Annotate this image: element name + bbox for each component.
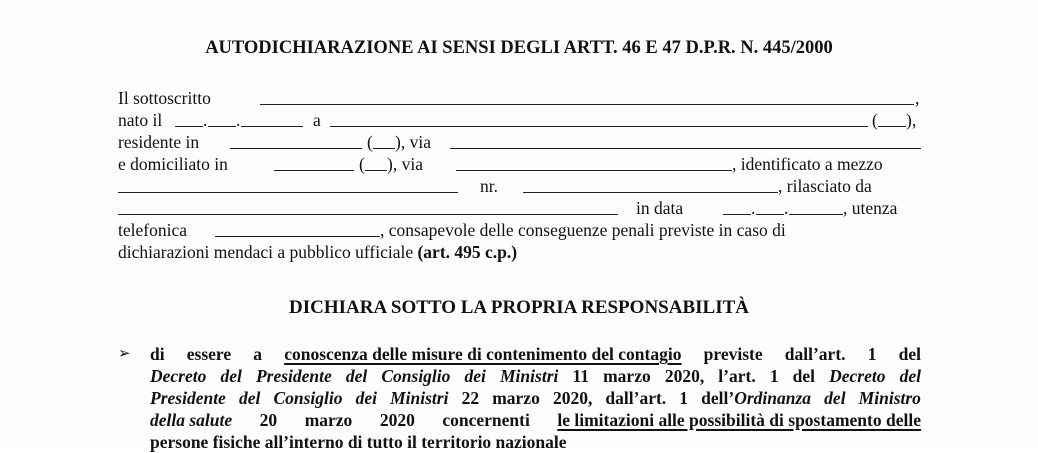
bullet-word: del xyxy=(792,366,816,386)
bullet-word: del xyxy=(238,388,261,408)
bullet-word: Decreto xyxy=(150,366,207,386)
bullet-line xyxy=(150,387,921,409)
sottoscritto-name-field[interactable] xyxy=(260,88,914,105)
bullet-word: dei xyxy=(464,366,486,386)
domicile-province-field[interactable] xyxy=(365,154,387,171)
birth-month-field[interactable] xyxy=(208,110,236,127)
nr-label: nr. xyxy=(480,176,498,196)
residente-label: residente in xyxy=(118,132,200,152)
bullet-word: 1 xyxy=(867,344,877,364)
domicile-city-field[interactable] xyxy=(274,154,354,171)
bullet-word: 2020, xyxy=(552,388,593,408)
bullet-word: del xyxy=(898,344,921,364)
bullet-word: di xyxy=(150,344,165,364)
bullet-word: 2020 xyxy=(379,410,415,430)
bullet-line xyxy=(150,431,921,453)
domicile-street-field[interactable] xyxy=(456,154,732,171)
document-title: AUTODICHIARAZIONE AI SENSI DEGLI ARTT. 46 E 47 D.P.R. N. 445/2000 xyxy=(205,38,833,58)
bullet-word: dell’Ordinanza xyxy=(701,388,812,408)
birth-year-field[interactable] xyxy=(241,110,303,127)
dichiarazioni-text: dichiarazioni mendaci a pubblico ufficiale xyxy=(118,242,418,262)
bullet-line xyxy=(150,409,921,431)
bullet-word: della salute xyxy=(150,410,233,430)
bullet-word: 2020, xyxy=(664,366,705,386)
residence-street-field[interactable] xyxy=(450,132,921,149)
form-line-dichiarazioni xyxy=(118,242,921,263)
domiciliato-label: e domiciliato in xyxy=(118,154,228,174)
bullet-word: 1 xyxy=(679,388,689,408)
bullet-word: Consiglio xyxy=(273,388,343,408)
sottoscritto-label: Il sottoscritto xyxy=(118,88,211,108)
a-label: a xyxy=(313,110,321,130)
bullet-word: marzo xyxy=(304,410,353,430)
bullet-word: Ministri xyxy=(500,366,559,386)
form-line-telefono xyxy=(118,220,921,241)
bullet-word: concernenti xyxy=(442,410,530,430)
bullet-word: Ministro xyxy=(858,388,921,408)
phone-field[interactable] xyxy=(215,220,380,237)
form-line-documento xyxy=(118,176,921,197)
bullet-word: dei xyxy=(355,388,377,408)
bullet-line xyxy=(150,365,921,387)
bullet-word: Presidente xyxy=(150,388,226,408)
bullet-line xyxy=(150,343,921,365)
form-line-nascita: nato il . . a ( ), xyxy=(118,110,917,130)
bullet-word: dall’art. xyxy=(784,344,846,364)
bullet-word: Decreto xyxy=(829,366,886,386)
bullet-word: persone fisiche all’interno di tutto il territorio nazionale xyxy=(150,432,567,452)
issue-year-field[interactable] xyxy=(789,198,843,215)
bullet-word: 22 xyxy=(461,388,480,408)
bullet-word: del xyxy=(899,366,921,386)
bullet-word: essere xyxy=(186,344,232,364)
bullet-word: Presidente xyxy=(255,366,332,386)
bullet-word: 11 xyxy=(572,366,590,386)
utenza-label: , utenza xyxy=(843,198,898,218)
bullet-word: 20 xyxy=(259,410,278,430)
document-type-field[interactable] xyxy=(118,176,458,193)
bullet-word: del xyxy=(220,366,242,386)
form-line-domicilio: e domiciliato in ( ), via , identificato a mezzo xyxy=(118,154,883,174)
bullet-word: previste xyxy=(703,344,763,364)
bullet-word: marzo xyxy=(492,388,540,408)
bullet-word: Ministri xyxy=(390,388,449,408)
identificato-label: , identificato a mezzo xyxy=(732,154,883,174)
consapevole-text: , consapevole delle conseguenze penali previste in caso di xyxy=(380,220,786,240)
residence-province-field[interactable] xyxy=(373,132,395,149)
residence-city-field[interactable] xyxy=(230,132,362,149)
bullet-word: marzo xyxy=(603,366,651,386)
bullet-word: l’art. xyxy=(718,366,756,386)
declaration-title: DICHIARA SOTTO LA PROPRIA RESPONSABILITÀ xyxy=(289,297,749,318)
bullet-word: dall’art. xyxy=(605,388,667,408)
bullet-word: 1 xyxy=(769,366,779,386)
in-data-label: in data xyxy=(636,198,684,218)
birth-day-field[interactable] xyxy=(175,110,203,127)
nato-il-label: nato il xyxy=(118,110,163,130)
form-line-residenza: residente in ( ), via xyxy=(118,132,921,153)
bullet-word: Consiglio xyxy=(381,366,451,386)
form-line-rilascio: in data . . , utenza xyxy=(118,198,921,219)
arrow-bullet-icon: ➢ xyxy=(118,346,131,362)
art-495-ref: (art. 495 c.p.) xyxy=(417,242,518,262)
document-number-field[interactable] xyxy=(523,176,778,193)
rilasciato-label: , rilasciato da xyxy=(778,176,872,196)
bullet-word: le limitazioni alle possibilità di spostamento delle xyxy=(557,410,921,430)
issue-day-field[interactable] xyxy=(723,198,751,215)
issued-by-field[interactable] xyxy=(118,198,618,215)
form-line-sottoscritto: Il sottoscritto , xyxy=(118,88,920,108)
birth-province-field[interactable] xyxy=(878,110,906,127)
bullet-word: del xyxy=(345,366,368,386)
issue-month-field[interactable] xyxy=(756,198,784,215)
bullet-word: conoscenza delle misure di contenimento del contagio xyxy=(284,344,682,364)
bullet-word: a xyxy=(253,344,263,364)
bullet-word: del xyxy=(824,388,846,408)
birth-place-field[interactable] xyxy=(330,110,868,127)
telefonica-label: telefonica xyxy=(118,220,187,240)
